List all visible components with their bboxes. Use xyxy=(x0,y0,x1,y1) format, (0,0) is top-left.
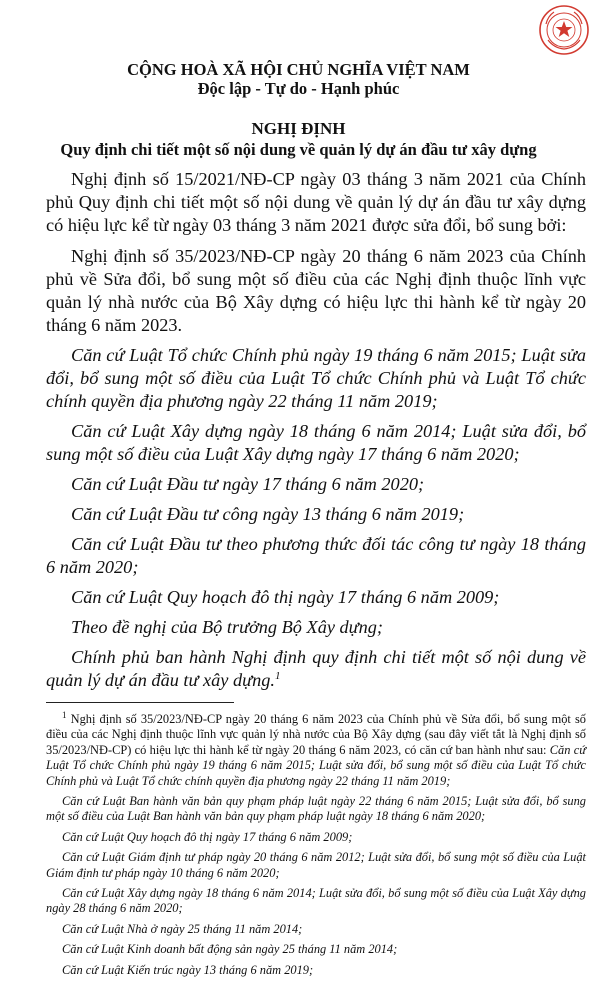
legal-basis-paragraph: Theo đề nghị của Bộ trưởng Bộ Xây dựng; xyxy=(71,617,383,637)
intro-paragraph: Nghị định số 35/2023/NĐ-CP ngày 20 tháng 6 năm 2023 của Chính phủ về Sửa đổi, bổ sung một số điều của các Nghị định thuộc lĩnh vực quản lý nhà nước của Bộ Xây dựng có hiệu lực thi hành kể từ ngày 20 tháng 6 năm 2023. xyxy=(46,246,586,335)
footnote-basis-item: Căn cứ Luật Ban hành văn bản quy phạm pháp luật ngày 22 tháng 6 năm 2015; Luật sửa đổi, bổ sung một số điều của Luật Ban hành văn bản quy phạm pháp luật ngày 18 tháng 6 năm 2020; xyxy=(46,794,586,824)
legal-basis-paragraph: Căn cứ Luật Quy hoạch đô thị ngày 17 tháng 6 năm 2009; xyxy=(71,587,500,607)
footnote-mark: 1 xyxy=(62,709,67,720)
footnote-basis-item: Căn cứ Luật Xây dựng ngày 18 tháng 6 năm 2014; Luật sửa đổi, bổ sung một số điều của Luật Xây dựng ngày 28 tháng 6 năm 2020; xyxy=(46,886,586,916)
document-subject: Quy định chi tiết một số nội dung về quản lý dự án đầu tư xây dựng xyxy=(60,140,537,159)
promulgation-text: Chính phủ ban hành Nghị định quy định chi tiết một số nội dung về quản lý dự án đầu tư xây dựng. xyxy=(46,647,586,690)
national-emblem-seal-icon xyxy=(538,4,590,56)
footnote-reference[interactable]: 1 xyxy=(274,669,281,682)
intro-paragraph: Nghị định số 15/2021/NĐ-CP ngày 03 tháng 3 năm 2021 của Chính phủ Quy định chi tiết một số nội dung về quản lý dự án đầu tư xây dựng có hiệu lực kể từ ngày 03 tháng 3 năm 2021 được sửa đổi, bổ sung bởi: xyxy=(46,169,586,235)
footnote-text-italic: Căn cứ Luật Tổ chức Chính phủ ngày 19 tháng 6 năm 2015; Luật sửa đổi, bổ sung một số điều của Luật Tổ chức Chính phủ và Luật Tổ chức chính quyền địa phương ngày 22 tháng 11 năm 2019; xyxy=(46,742,586,788)
footnote-basis-item: Căn cứ Luật Nhà ở ngày 25 tháng 11 năm 2014; xyxy=(62,921,303,936)
footnote-divider xyxy=(46,702,234,703)
national-motto: Độc lập - Tự do - Hạnh phúc xyxy=(197,79,400,98)
document-body xyxy=(46,168,586,692)
footnote-paragraph xyxy=(46,709,586,789)
promulgation-paragraph xyxy=(46,646,586,692)
legal-basis-paragraph: Căn cứ Luật Đầu tư theo phương thức đối tác công tư ngày 18 tháng 6 năm 2020; xyxy=(46,534,586,577)
legal-basis-paragraph: Căn cứ Luật Đầu tư ngày 17 tháng 6 năm 2020; xyxy=(71,474,425,494)
footnote-basis-item: Căn cứ Luật Kiến trúc ngày 13 tháng 6 năm 2019; xyxy=(62,962,314,977)
legal-basis-paragraph: Căn cứ Luật Tổ chức Chính phủ ngày 19 tháng 6 năm 2015; Luật sửa đổi, bổ sung một số điều của Luật Tổ chức Chính phủ và Luật Tổ chức chính quyền địa phương ngày 22 tháng 11 năm 2019; xyxy=(46,345,586,411)
footnote-basis-item: Căn cứ Luật Quy hoạch đô thị ngày 17 tháng 6 năm 2009; xyxy=(62,829,353,844)
footnote-text: Nghị định số 35/2023/NĐ-CP ngày 20 tháng 6 năm 2023 của Chính phủ về Sửa đổi, bổ sung một số điều của các Nghị định thuộc lĩnh vực quản lý nhà nước của Bộ Xây dựng (sau đây viết tắt là Nghị định số 35/2023/NĐ-CP) có hiệu lực thi hành kể từ ngày 20 tháng 6 năm 2023, có căn cứ ban hành như sau: xyxy=(46,712,586,757)
footnotes xyxy=(46,709,586,978)
national-title: CỘNG HOÀ XÃ HỘI CHỦ NGHĨA VIỆT NAM xyxy=(127,60,470,79)
footnote-basis-item: Căn cứ Luật Kinh doanh bất động sản ngày 25 tháng 11 năm 2014; xyxy=(62,942,398,957)
footnote-basis-item: Căn cứ Luật Giám định tư pháp ngày 20 tháng 6 năm 2012; Luật sửa đổi, bổ sung một số điều của Luật Giám định tư pháp ngày 10 tháng 6 năm 2020; xyxy=(46,850,586,880)
legal-basis-paragraph: Căn cứ Luật Đầu tư công ngày 13 tháng 6 năm 2019; xyxy=(71,504,465,524)
document-type: NGHỊ ĐỊNH xyxy=(251,119,346,138)
legal-basis-paragraph: Căn cứ Luật Xây dựng ngày 18 tháng 6 năm 2014; Luật sửa đổi, bổ sung một số điều của Luật Xây dựng ngày 17 tháng 6 năm 2020; xyxy=(46,421,586,464)
